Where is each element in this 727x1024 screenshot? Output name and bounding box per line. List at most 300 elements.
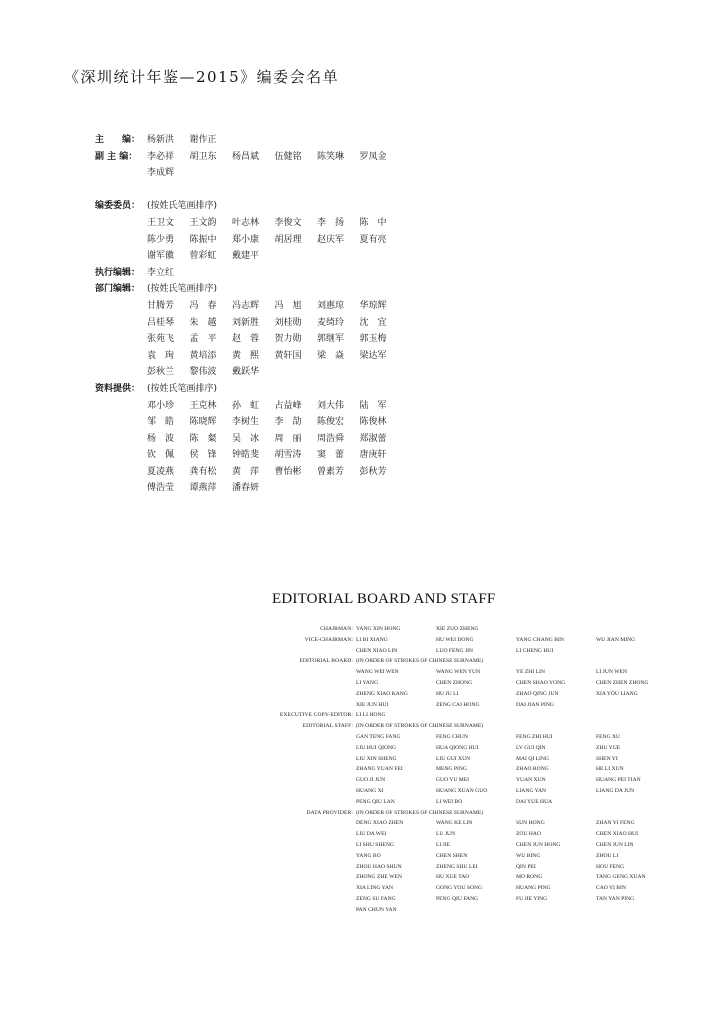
role-label xyxy=(95,232,147,249)
staff-row xyxy=(95,315,435,332)
staff-row xyxy=(240,743,680,754)
role-label: EDITORIAL BOARD: xyxy=(299,658,353,665)
staff-name: LI YANG xyxy=(356,679,379,686)
name-cells xyxy=(356,635,676,646)
staff-name: CHEN XIAO HUI xyxy=(596,831,638,838)
staff-name: 王文韵 xyxy=(189,217,217,228)
staff-name: 贺力勋 xyxy=(274,334,302,345)
staff-name: FENG ZHI HUI xyxy=(516,733,553,740)
staff-name: LU JUN xyxy=(436,831,456,838)
staff-name: DAI JIAN PING xyxy=(516,701,554,708)
name-cells xyxy=(356,797,596,808)
staff-name: 曾彩虹 xyxy=(189,251,217,262)
staff-name: 占益峰 xyxy=(274,400,302,411)
role-label xyxy=(240,818,356,829)
staff-name: 吕桂琴 xyxy=(147,317,175,328)
staff-row xyxy=(95,381,435,398)
staff-name: 邹 皓 xyxy=(147,417,175,428)
role-label xyxy=(95,348,147,365)
page-title-chinese: 《深圳统计年鉴—2015》编委会名单 xyxy=(64,68,340,86)
staff-name: 郭继军 xyxy=(317,334,345,345)
staff-name: 孟 平 xyxy=(189,334,217,345)
staff-row xyxy=(95,265,435,282)
staff-name: LIU XIN SHENG xyxy=(356,755,397,762)
staff-name: 冯 春 xyxy=(189,300,217,311)
order-note: (按姓氏笔画排序) xyxy=(147,383,218,394)
staff-row xyxy=(240,689,680,700)
staff-name: LI BI XIANG xyxy=(356,636,388,643)
role-label xyxy=(240,743,356,754)
name-cells xyxy=(356,840,676,851)
staff-name: 张苑飞 xyxy=(147,334,175,345)
staff-name: 麦绮玲 xyxy=(317,317,345,328)
staff-name: 吴 冰 xyxy=(232,433,260,444)
staff-name: 甘腾芳 xyxy=(147,300,175,311)
staff-name: 袁 珣 xyxy=(147,350,175,361)
staff-name: HUANG PING xyxy=(516,885,551,892)
staff-name: ZENG SU FANG xyxy=(356,895,396,902)
role-label xyxy=(95,480,147,497)
role-label xyxy=(240,786,356,797)
role-label xyxy=(240,754,356,765)
staff-name: ZHENG SHU LEI xyxy=(436,863,478,870)
name-cells xyxy=(147,265,190,282)
staff-name: 胡居理 xyxy=(274,234,302,245)
name-cells xyxy=(147,248,275,265)
staff-name: 朱 越 xyxy=(189,317,217,328)
staff-row xyxy=(240,667,680,678)
staff-name: HUANG XI xyxy=(356,787,384,794)
staff-name: 陈俊宏 xyxy=(317,417,345,428)
name-cells xyxy=(356,883,676,894)
staff-name: 黎伟波 xyxy=(189,367,217,378)
staff-name: 孙 虹 xyxy=(232,400,260,411)
staff-name: 冯 旭 xyxy=(274,300,302,311)
order-note: (IN ORDER OF STROKES OF CHINESE SURNAME) xyxy=(356,723,484,730)
name-cells xyxy=(356,894,676,905)
staff-name: ZOU HAO xyxy=(516,831,542,838)
staff-name: 郑淑蕾 xyxy=(359,433,387,444)
order-note: (IN ORDER OF STROKES OF CHINESE SURNAME) xyxy=(356,658,484,665)
staff-name: GUO JI JUN xyxy=(356,777,386,784)
role-label xyxy=(95,298,147,315)
staff-name: 冯志辉 xyxy=(232,300,260,311)
staff-name: 杨 波 xyxy=(147,433,175,444)
staff-name: 伍健铭 xyxy=(274,151,302,162)
name-cells xyxy=(356,743,676,754)
staff-name: 刘惠琼 xyxy=(317,300,345,311)
role-label xyxy=(240,851,356,862)
staff-name: WU JIAN MING xyxy=(596,636,636,643)
staff-row xyxy=(240,678,680,689)
staff-row xyxy=(240,754,680,765)
staff-name: 侯 锋 xyxy=(189,450,217,461)
staff-row xyxy=(240,829,680,840)
name-cells xyxy=(356,689,676,700)
staff-name: 梁达军 xyxy=(359,350,387,361)
staff-name: 夏有亮 xyxy=(359,234,387,245)
name-cells xyxy=(356,905,436,916)
staff-name: 杨昌斌 xyxy=(232,151,260,162)
staff-name: YANG XIN HONG xyxy=(356,626,401,632)
staff-name: HUANG PEI TIAN xyxy=(596,777,641,784)
staff-name: XIE JUN HUI xyxy=(356,701,389,708)
staff-name: HOU FENG xyxy=(596,863,625,870)
staff-name: HUA QIONG HUI xyxy=(436,744,479,751)
staff-name: 李俊文 xyxy=(274,217,302,228)
staff-name: FENG CHUN xyxy=(436,733,468,740)
staff-name: GONG YOU SONG xyxy=(436,885,483,892)
role-label xyxy=(240,905,356,916)
staff-name: 傅浩莹 xyxy=(147,483,175,494)
role-label xyxy=(240,775,356,786)
staff-name: CHEN JUN HONG xyxy=(516,841,561,848)
staff-row xyxy=(95,165,435,182)
name-cells xyxy=(147,331,402,348)
role-label xyxy=(240,764,356,775)
staff-row xyxy=(240,646,680,657)
staff-name: 罗凤金 xyxy=(359,151,387,162)
staff-row xyxy=(95,232,435,249)
staff-name: PAN CHUN YAN xyxy=(356,906,397,913)
role-label xyxy=(95,464,147,481)
staff-name: LI WEI BO xyxy=(436,798,463,805)
staff-name: 陈少勇 xyxy=(147,234,175,245)
staff-name: CAO YI BIN xyxy=(596,885,626,892)
staff-row xyxy=(95,464,435,481)
name-cells xyxy=(356,656,483,667)
staff-name: 戴建平 xyxy=(232,251,260,262)
staff-name: MAI QI LING xyxy=(516,755,549,762)
staff-name: 陈晓辉 xyxy=(189,417,217,428)
staff-name: CHEN SHAO YONG xyxy=(516,679,566,686)
staff-name: 彭秋兰 xyxy=(147,367,175,378)
staff-name: LI LI HONG xyxy=(356,712,386,719)
name-cells xyxy=(147,480,275,497)
name-cells xyxy=(356,775,676,786)
staff-name: ZHANG YUAN FEI xyxy=(356,766,403,773)
role-label xyxy=(95,215,147,232)
role-label xyxy=(240,883,356,894)
staff-name: ZHAO RONG xyxy=(516,766,549,773)
staff-name: 李树生 xyxy=(232,417,260,428)
staff-row xyxy=(240,656,680,667)
staff-name: LIU GUI XUN xyxy=(436,755,471,762)
staff-row xyxy=(95,182,435,199)
staff-name: 刘新胜 xyxy=(232,317,260,328)
staff-name: ZHOU HAO SHUN xyxy=(356,863,402,870)
role-label: DATA PROVIDER: xyxy=(306,809,353,816)
staff-name: LI SHU SHENG xyxy=(356,841,394,848)
name-cells xyxy=(147,398,402,415)
staff-name: LV GUI QIN xyxy=(516,744,546,751)
name-cells xyxy=(147,132,232,149)
staff-row xyxy=(240,786,680,797)
staff-row xyxy=(95,331,435,348)
name-cells xyxy=(356,851,676,862)
role-label: 编委委员： xyxy=(95,201,141,212)
staff-name: 胡雪涛 xyxy=(274,450,302,461)
role-label: 部门编辑： xyxy=(95,284,141,295)
staff-name: LIANG YAN xyxy=(516,787,547,794)
staff-name: 戴跃华 xyxy=(232,367,260,378)
staff-row xyxy=(240,710,680,721)
staff-name: PENG QIU LAN xyxy=(356,798,395,805)
staff-row xyxy=(95,480,435,497)
role-label xyxy=(95,331,147,348)
role-label xyxy=(240,689,356,700)
staff-name: DAI YUE HUA xyxy=(516,798,553,805)
staff-row xyxy=(240,808,680,819)
name-cells xyxy=(147,447,402,464)
staff-name: 李必祥 xyxy=(147,151,175,162)
staff-name: MO RONG xyxy=(516,874,543,881)
staff-row xyxy=(240,721,680,732)
staff-name: HE LI XUN xyxy=(596,766,624,773)
staff-row xyxy=(95,281,435,298)
name-cells xyxy=(147,149,402,166)
staff-row xyxy=(95,215,435,232)
staff-name: 周 丽 xyxy=(274,433,302,444)
role-label xyxy=(240,732,356,743)
name-cells xyxy=(147,381,217,398)
staff-row xyxy=(95,414,435,431)
staff-name: LUO FENG JIN xyxy=(436,647,473,654)
staff-name: CHEN ZHEN ZHONG xyxy=(596,679,649,686)
staff-row xyxy=(95,348,435,365)
staff-name: 周浩舜 xyxy=(317,433,345,444)
name-cells xyxy=(356,732,676,743)
staff-name: 夏凌燕 xyxy=(147,466,175,477)
english-staff-list xyxy=(240,624,680,916)
staff-name: LIU HUI QIONG xyxy=(356,744,397,751)
staff-name: ZHAN YI FENG xyxy=(596,820,635,827)
staff-name: 陈俊林 xyxy=(359,417,387,428)
staff-name: 刘桂勋 xyxy=(274,317,302,328)
staff-name: ZHENG XIAO KANG xyxy=(356,690,408,697)
staff-name: WANG WEN YUN xyxy=(436,669,481,676)
staff-name: 黄 熙 xyxy=(232,350,260,361)
order-note: (按姓氏笔画排序) xyxy=(147,201,218,212)
staff-row xyxy=(240,872,680,883)
staff-name: 郭玉梅 xyxy=(359,334,387,345)
staff-name: 李成辉 xyxy=(147,168,175,179)
staff-name: DENG XIAO ZHEN xyxy=(356,820,404,827)
staff-name: 曹怡彬 xyxy=(274,466,302,477)
staff-name: FENG XU xyxy=(596,733,621,740)
name-cells xyxy=(356,721,483,732)
staff-name: FU JIE YING xyxy=(516,895,548,902)
chinese-staff-list xyxy=(95,132,435,497)
staff-name: 杨新洪 xyxy=(147,135,175,145)
staff-name: LI JUN WEN xyxy=(596,669,627,676)
staff-name: 窦 蕾 xyxy=(317,450,345,461)
role-label: VICE-CHAIRMAN: xyxy=(304,636,353,643)
staff-name: GUO YU MEI xyxy=(436,777,470,784)
staff-row xyxy=(95,431,435,448)
staff-row xyxy=(240,894,680,905)
staff-name: 谢作正 xyxy=(189,135,217,145)
role-label xyxy=(95,398,147,415)
staff-name: WANG WEI WEN xyxy=(356,669,399,676)
name-cells xyxy=(356,764,676,775)
staff-name: YANG CHANG BIN xyxy=(516,636,564,643)
name-cells xyxy=(356,808,483,819)
staff-name: CHEN XIAO LIN xyxy=(356,647,398,654)
staff-name: 黄轩国 xyxy=(274,350,302,361)
staff-name: SHEN YI xyxy=(596,755,618,762)
name-cells xyxy=(356,862,676,873)
staff-name: XIA YOU LIANG xyxy=(596,690,638,697)
staff-name: 陈笑琳 xyxy=(317,151,345,162)
role-label: 执行编辑： xyxy=(95,267,141,278)
staff-name: ZHU YUE xyxy=(596,744,621,751)
staff-name: 钟皓斐 xyxy=(232,450,260,461)
role-label xyxy=(240,646,356,657)
role-label xyxy=(240,678,356,689)
name-cells xyxy=(147,281,217,298)
staff-name: 龚有松 xyxy=(189,466,217,477)
staff-row xyxy=(95,132,435,149)
role-label xyxy=(95,364,147,381)
staff-name: 沈 宜 xyxy=(359,317,387,328)
staff-name: WU BING xyxy=(516,852,541,859)
role-label xyxy=(95,165,147,182)
staff-row xyxy=(240,775,680,786)
staff-row xyxy=(240,905,680,916)
staff-name: LI CHENG HUI xyxy=(516,647,554,654)
role-label xyxy=(95,414,147,431)
staff-name: 赵 蓉 xyxy=(232,334,260,345)
staff-name: HUANG XUAN GUO xyxy=(436,787,488,794)
staff-name: 王卫文 xyxy=(147,217,175,228)
staff-row xyxy=(240,635,680,646)
staff-name: XIA LING YAN xyxy=(356,885,394,892)
role-label xyxy=(240,840,356,851)
staff-name: 刘大伟 xyxy=(317,400,345,411)
staff-name: XIE ZUO ZHENG xyxy=(436,626,479,632)
staff-name: YE ZHI LIN xyxy=(516,669,545,676)
role-label xyxy=(240,862,356,873)
staff-name: ZHAO QING JUN xyxy=(516,690,559,697)
staff-name: 唐庚轩 xyxy=(359,450,387,461)
staff-name: CHEN JUN LIN xyxy=(596,841,634,848)
name-cells xyxy=(356,786,676,797)
staff-name: TANG GENG XUAN xyxy=(596,874,646,881)
staff-name: 钦 佩 xyxy=(147,450,175,461)
role-label: 主 编： xyxy=(95,135,141,145)
staff-row xyxy=(95,398,435,415)
staff-name: PENG QIU FANG xyxy=(436,895,479,902)
staff-name: 华琼辉 xyxy=(359,300,387,311)
name-cells xyxy=(356,829,676,840)
staff-name: 陆 军 xyxy=(359,400,387,411)
staff-name: ZENG CAI HONG xyxy=(436,701,480,708)
order-note: (按姓氏笔画排序) xyxy=(147,284,218,295)
staff-name: 彭秋芳 xyxy=(359,466,387,477)
role-label: EDITORIAL STAFF: xyxy=(302,723,353,730)
staff-name: 胡卫东 xyxy=(189,151,217,162)
staff-row xyxy=(240,764,680,775)
staff-row xyxy=(95,248,435,265)
role-label: 副 主 编： xyxy=(95,151,138,162)
role-label xyxy=(95,431,147,448)
staff-name: CHEN ZHONG xyxy=(436,679,473,686)
staff-name: 王克林 xyxy=(189,400,217,411)
staff-name: 谢军徽 xyxy=(147,251,175,262)
staff-name: 曾素芳 xyxy=(317,466,345,477)
name-cells xyxy=(356,678,676,689)
staff-name: LIANG DA JUN xyxy=(596,787,635,794)
name-cells xyxy=(147,464,402,481)
staff-name: 陈 粲 xyxy=(189,433,217,444)
staff-row xyxy=(240,840,680,851)
staff-name: QIN PEI xyxy=(516,863,536,870)
staff-name: YUAN XUN xyxy=(516,777,546,784)
staff-name: 潘春妍 xyxy=(232,483,260,494)
role-label xyxy=(95,182,147,199)
role-label: CHAIRMAN: xyxy=(320,626,353,632)
staff-row xyxy=(95,198,435,215)
role-label xyxy=(95,248,147,265)
name-cells xyxy=(147,215,402,232)
name-cells xyxy=(147,315,402,332)
staff-name: ZHOU LI xyxy=(596,852,619,859)
role-label xyxy=(240,667,356,678)
order-note: (IN ORDER OF STROKES OF CHINESE SURNAME) xyxy=(356,809,484,816)
name-cells xyxy=(356,667,676,678)
staff-row xyxy=(240,818,680,829)
name-cells xyxy=(356,624,516,635)
staff-name: 谭燕萍 xyxy=(189,483,217,494)
staff-row xyxy=(240,700,680,711)
role-label xyxy=(240,829,356,840)
staff-name: LIU DA WEI xyxy=(356,831,387,838)
staff-name: GAN TENG FANG xyxy=(356,733,401,740)
role-label: 资料提供： xyxy=(95,383,141,394)
role-label xyxy=(95,447,147,464)
staff-name: 黄 萍 xyxy=(232,466,260,477)
role-label xyxy=(240,700,356,711)
staff-name: 黄培添 xyxy=(189,350,217,361)
staff-name: 陈 中 xyxy=(359,217,387,228)
name-cells xyxy=(356,872,676,883)
name-cells xyxy=(147,348,402,365)
name-cells xyxy=(147,165,190,182)
staff-row xyxy=(95,149,435,166)
staff-row xyxy=(95,298,435,315)
role-label xyxy=(240,797,356,808)
name-cells xyxy=(147,232,402,249)
page-title-english: EDITORIAL BOARD AND STAFF xyxy=(272,591,496,607)
staff-row xyxy=(240,797,680,808)
staff-row xyxy=(240,732,680,743)
staff-row xyxy=(95,447,435,464)
staff-name: 赵庆军 xyxy=(317,234,345,245)
staff-name: SUN HONG xyxy=(516,820,545,827)
name-cells xyxy=(147,298,402,315)
staff-name: TAN YAN PING xyxy=(596,895,635,902)
staff-name: WANG KE LIN xyxy=(436,820,473,827)
staff-name: 郑小康 xyxy=(232,234,260,245)
staff-name: HU WEI DONG xyxy=(436,636,474,643)
staff-name: 叶志林 xyxy=(232,217,260,228)
role-label xyxy=(95,315,147,332)
staff-name: CHEN SHEN xyxy=(436,852,468,859)
role-label xyxy=(240,872,356,883)
staff-name: 李 扬 xyxy=(317,217,345,228)
name-cells xyxy=(147,431,402,448)
